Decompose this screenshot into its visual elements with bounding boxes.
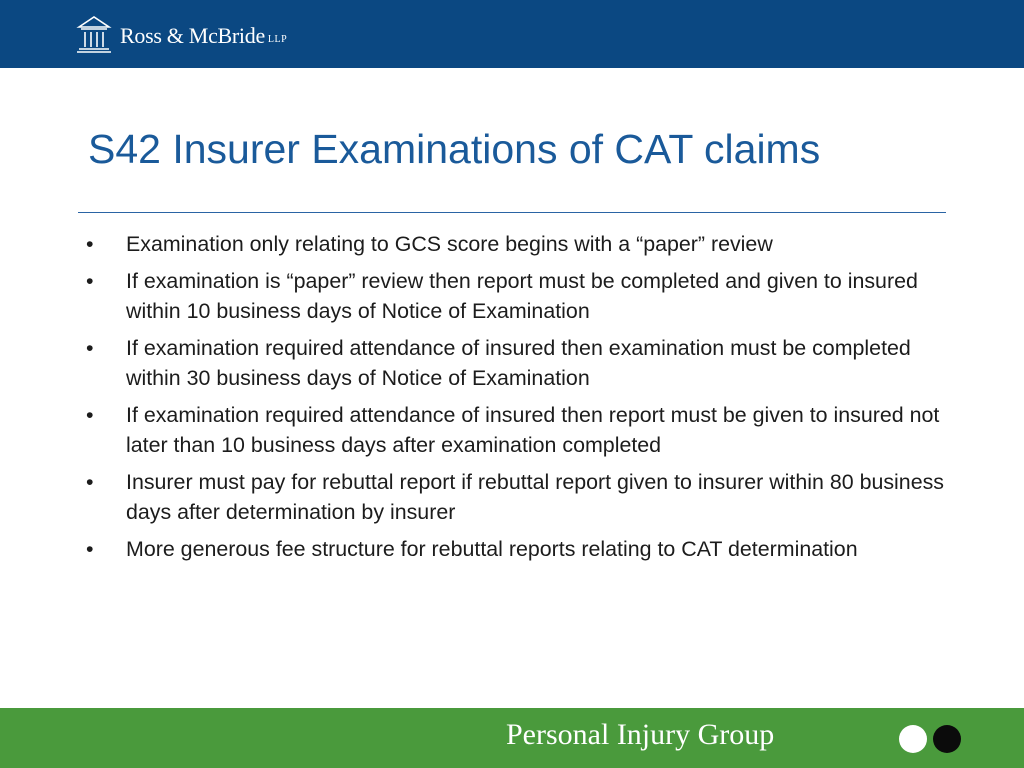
logo-suffix: LLP	[267, 33, 288, 45]
bullet-text: More generous fee structure for rebuttal reports relating to CAT determination	[126, 537, 858, 561]
bullet-item	[84, 333, 946, 393]
bullet-marker: •	[86, 537, 94, 561]
bullet-text: Insurer must pay for rebuttal report if rebuttal report given to insurer within 80 business days after determination by insurer	[126, 470, 944, 524]
bullet-text: If examination required attendance of insured then examination must be completed within 30 business days of Notice of Examination	[126, 336, 911, 390]
footer-bar	[0, 708, 1024, 768]
bullet-marker: •	[86, 470, 94, 494]
bullet-item	[84, 400, 946, 460]
bullet-item	[84, 266, 946, 326]
bullet-item	[84, 534, 946, 564]
bullet-text: Examination only relating to GCS score begins with a “paper” review	[126, 232, 773, 256]
bullet-marker: •	[86, 232, 94, 256]
firm-logo	[76, 12, 287, 56]
bullet-marker: •	[86, 336, 94, 360]
bullet-text: If examination required attendance of insured then report must be given to insured not later than 10 business days after examination completed	[126, 403, 940, 457]
building-icon	[76, 14, 112, 54]
white-circle-icon	[899, 725, 927, 753]
bullet-item	[84, 467, 946, 527]
bullet-list	[84, 229, 946, 571]
header-bar	[0, 0, 1024, 68]
logo-text: Ross & McBride	[120, 23, 265, 48]
bullet-marker: •	[86, 403, 94, 427]
bullet-item	[84, 229, 946, 259]
title-divider	[78, 212, 946, 213]
bullet-marker: •	[86, 269, 94, 293]
footer-text: Personal Injury Group	[506, 718, 775, 751]
slide-title: S42 Insurer Examinations of CAT claims	[88, 126, 821, 172]
black-circle-icon	[933, 725, 961, 753]
bullet-text: If examination is “paper” review then report must be completed and given to insured within 10 business days of Notice of Examination	[126, 269, 918, 323]
